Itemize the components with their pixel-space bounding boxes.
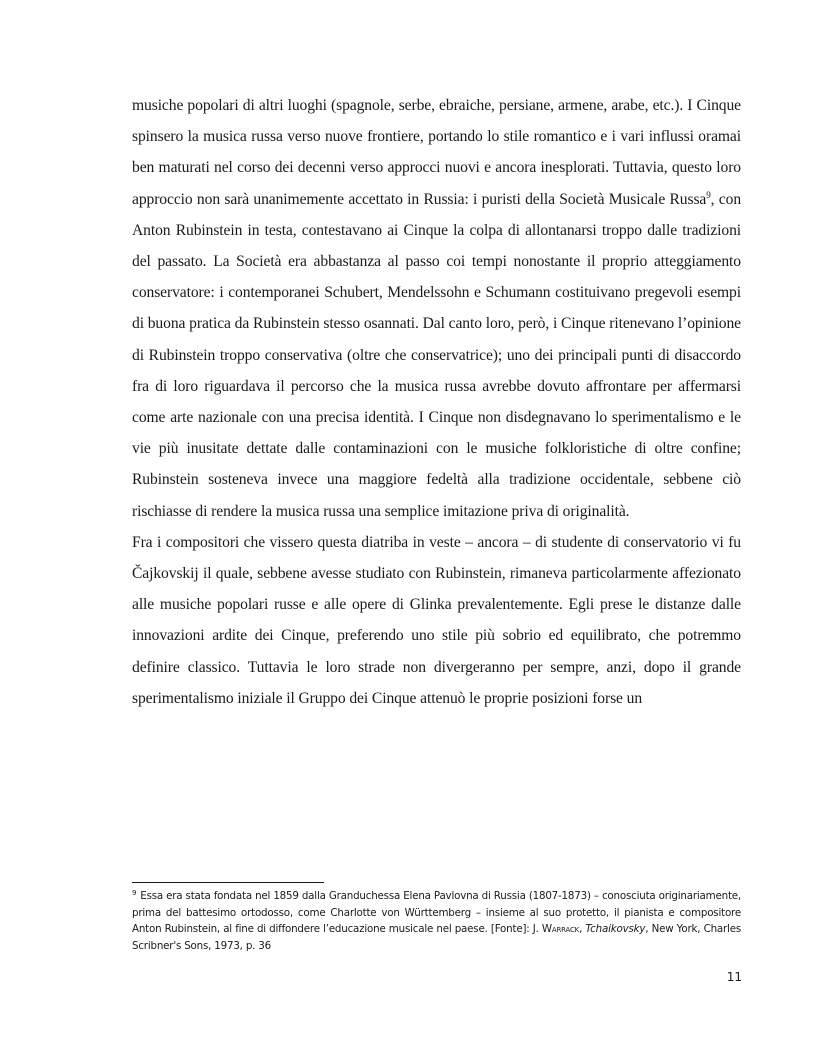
footnote-mark: 9 — [132, 888, 137, 897]
paragraph-1-text-continued: , con Anton Rubinstein in testa, contestavano ai Cinque la colpa di allontanarsi troppo dalle tradizioni del passato. La Società era abbastanza al passo coi tempi nonostante il proprio atteggiamento conservatore: i contemporanei Schubert, Mendelssohn e Schumann costituivano pregevoli esempi di buona pratica da Rubinstein stesso osannati. Dal canto loro, però, i Cinque ritenevano l’opinione di Rubinstein troppo conservativa (oltre che conservatrice); uno dei principali punti di disaccordo fra di loro riguardava il percorso che la musica russa avrebbe dovuto affrontare per affermarsi come arte nazionale con una precisa identità. I Cinque non disdegnavano lo sperimentalismo e le vie più inusitate dettate dalle contaminazioni con le musiche folkloristiche di oltre confine; Rubinstein sosteneva invece una maggiore fedeltà alla tradizione occidentale, sebbene ciò rischiasse di rendere la musica russa una semplice imitazione priva di originalità. — [132, 190, 742, 520]
footnote-title: Tchaikovsky — [585, 923, 646, 936]
footnote-citation: , New York, Charles Scribner's Sons, 1973, p. 36 — [132, 923, 742, 952]
paragraph-2: Fra i compositori che vissero questa diatriba in veste – ancora – di studente di conservatorio vi fu Čajkovskij il quale, sebbene avesse studiato con Rubinstein, rimaneva particolarmente affezionato alle musiche popolari russe e alle opere di Glinka prevalentemente. Egli prese le distanze dalle innovazioni ardite dei Cinque, preferendo uno stile più sobrio ed equilibrato, che potremmo definire classico. Tuttavia le loro strade non divergeranno per sempre, anzi, dopo il grande sperimentalismo iniziale il Gruppo dei Cinque attenuò le proprie posizioni forse un — [132, 533, 741, 707]
footnote-reference[interactable]: 9 — [706, 189, 711, 200]
footnote-separator — [132, 882, 324, 883]
body-text — [132, 90, 741, 714]
footnote-separator-text: , — [579, 923, 586, 936]
footnote-text: Essa era stata fondata nel 1859 dalla Granduchessa Elena Pavlovna di Russia (1807-1873) – conosciuta originariamente, prima del battesimo ortodosso, come Charlotte von Württemberg – insieme al suo protetto, il pianista e compositore Anton Rubinstein, al fine di diffondere l’educazione musicale nel paese. [Fonte]: J. — [132, 890, 741, 936]
paragraph-1-text: musiche popolari di altri luoghi (spagnole, serbe, ebraiche, persiane, armene, arabe, etc.). I Cinque spinsero la musica russa verso nuove frontiere, portando lo stile romantico e i vari influssi oramai ben maturati nel corso dei decenni verso approcci nuovi e ancora inesplorati. Tuttavia, questo loro approccio non sarà unanimemente accettato in Russia: i puristi della Società Musicale Russa — [132, 97, 741, 208]
page-number: 11 — [726, 970, 742, 984]
footnote — [132, 888, 741, 954]
paragraph-1 — [132, 90, 741, 527]
footnote-author: Warrack — [541, 923, 580, 936]
